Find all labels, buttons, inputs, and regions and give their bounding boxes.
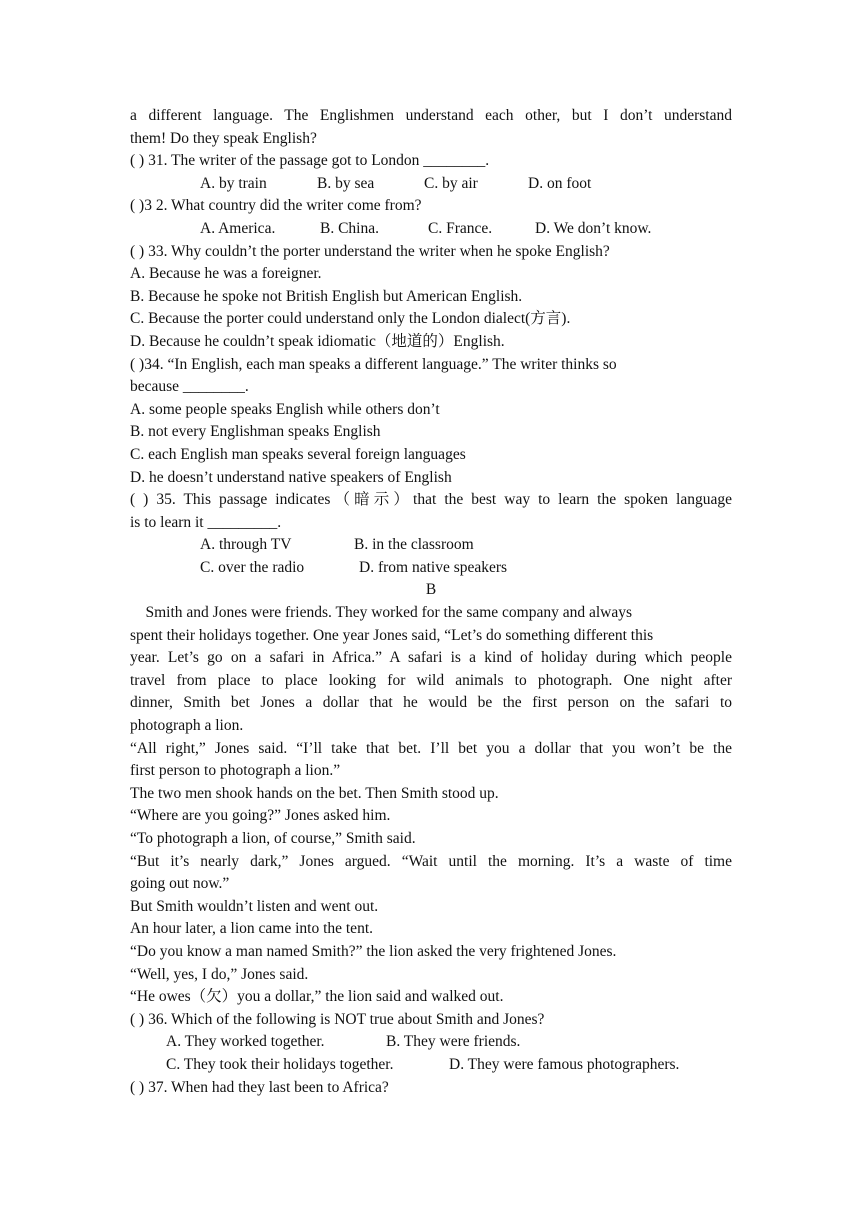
question-35-options-row1 — [130, 534, 732, 557]
question-31-options — [130, 173, 732, 196]
question-34-stem: ( )34. “In English, each man speaks a different language.” The writer thinks so — [130, 355, 617, 373]
option-b: B. China. — [320, 219, 379, 237]
question-35-stem: ( ) 35. This passage indicates（暗示）that the best way to learn the spoken language — [130, 491, 732, 509]
question-31-stem: ( ) 31. The writer of the passage got to London ________. — [130, 152, 490, 170]
question-36-stem: ( ) 36. Which of the following is NOT true about Smith and Jones? — [130, 1010, 545, 1028]
passage-line: photograph a lion. — [130, 717, 244, 735]
option-c: C. over the radio — [200, 558, 305, 576]
option-c: C. They took their holidays together. — [166, 1055, 394, 1073]
question-33-stem: ( ) 33. Why couldn’t the porter understand the writer when he spoke English? — [130, 242, 610, 260]
option-d: D. We don’t know. — [535, 219, 652, 237]
passage-line: a different language. The Englishmen understand each other, but I don’t understand — [130, 107, 732, 124]
option-a: A. through TV — [200, 536, 292, 554]
passage-line: year. Let’s go on a safari in Africa.” A safari is a kind of holiday during which people — [130, 649, 732, 667]
passage-line: travel from place to place looking for wild animals to photograph. One night after — [130, 671, 732, 689]
option-d: D. from native speakers — [359, 558, 508, 576]
option-d: D. he doesn’t understand native speakers of English — [130, 468, 452, 486]
option-d: D. Because he couldn’t speak idiomatic（地道的）English. — [130, 332, 505, 350]
question-34-stem-cont: because ________. — [130, 378, 249, 396]
option-a: A. They worked together. — [166, 1033, 325, 1051]
question-35-options-row2 — [130, 557, 732, 580]
option-b: B. by sea — [317, 174, 375, 192]
passage-line: “But it’s nearly dark,” Jones argued. “Wait until the morning. It’s a waste of time — [130, 852, 732, 870]
option-a: A. by train — [200, 174, 267, 192]
passage-line: spent their holidays together. One year Jones said, “Let’s do something different this — [130, 626, 654, 644]
option-c: C. Because the porter could understand only the London dialect(方言). — [130, 310, 571, 328]
passage-line: first person to photograph a lion.” — [130, 762, 341, 780]
option-a: A. Because he was a foreigner. — [130, 265, 322, 283]
question-32-stem: ( )3 2. What country did the writer come from? — [130, 197, 422, 215]
passage-line: “Do you know a man named Smith?” the lion asked the very frightened Jones. — [130, 942, 617, 960]
option-c: C. by air — [424, 174, 478, 192]
passage-line: going out now.” — [130, 875, 230, 893]
option-b: B. not every Englishman speaks English — [130, 423, 381, 441]
passage-line: “Well, yes, I do,” Jones said. — [130, 965, 309, 983]
passage-line: Smith and Jones were friends. They worked for the same company and always — [130, 604, 633, 622]
passage-line: “Where are you going?” Jones asked him. — [130, 807, 391, 825]
passage-line: “All right,” Jones said. “I’ll take that bet. I’ll bet you a dollar that you won’t be the — [130, 739, 732, 757]
question-36-options-row2 — [130, 1054, 732, 1077]
option-b: B. in the classroom — [354, 536, 474, 554]
passage-line: “To photograph a lion, of course,” Smith said. — [130, 830, 416, 847]
passage-line: The two men shook hands on the bet. Then Smith stood up. — [130, 784, 499, 802]
passage-line: “He owes（欠）you a dollar,” the lion said and walked out. — [130, 988, 504, 1006]
question-36-options-row1 — [130, 1031, 732, 1054]
option-d: D. They were famous photographers. — [449, 1055, 680, 1073]
option-b: B. Because he spoke not British English but American English. — [130, 287, 523, 305]
passage-line: them! Do they speak English? — [130, 129, 317, 147]
document-page — [130, 105, 732, 1099]
question-32-options — [130, 218, 732, 241]
passage-line: But Smith wouldn’t listen and went out. — [130, 897, 379, 915]
option-a: A. some people speaks English while others don’t — [130, 400, 440, 418]
question-37-stem: ( ) 37. When had they last been to Africa? — [130, 1078, 389, 1096]
passage-line: An hour later, a lion came into the tent. — [130, 920, 373, 938]
passage-line: dinner, Smith bet Jones a dollar that he would be the first person on the safari to — [130, 694, 732, 712]
option-b: B. They were friends. — [386, 1033, 521, 1051]
option-c: C. each English man speaks several foreign languages — [130, 445, 466, 463]
section-heading: B — [425, 581, 437, 599]
question-35-stem-cont: is to learn it _________. — [130, 513, 282, 531]
option-c: C. France. — [428, 219, 493, 237]
option-a: A. America. — [200, 219, 276, 237]
option-d: D. on foot — [528, 174, 592, 192]
